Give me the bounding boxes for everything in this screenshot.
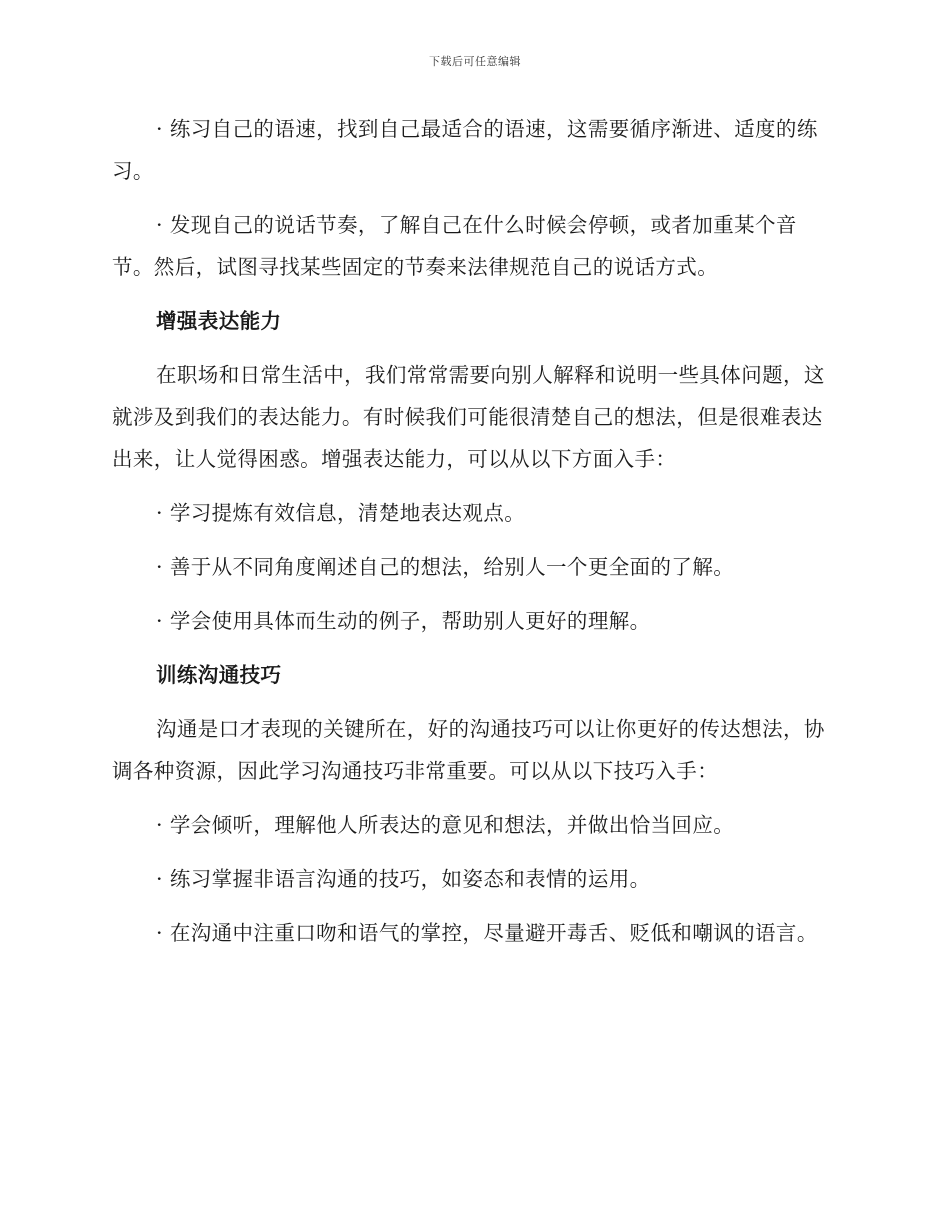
bullet-paragraph: · 在沟通中注重口吻和语气的掌控，尽量避开毒舌、贬低和嘲讽的语言。 [156, 921, 818, 945]
bullet-paragraph: · 学会使用具体而生动的例子，帮助别人更好的理解。 [156, 609, 651, 633]
bullet-paragraph: · 练习掌握非语言沟通的技巧，如姿态和表情的运用。 [156, 867, 651, 891]
body-paragraph: 在职场和日常生活中，我们常常需要向别人解释和说明一些具体问题，这就涉及到我们的表达能力。有时候我们可能很清楚自己的想法，但是很难表达出来，让人觉得困惑。增强表达能力，可以从以下方面入手： [112, 363, 825, 471]
section-heading: 增强表达能力 [156, 309, 282, 333]
section-heading: 训练沟通技巧 [156, 663, 282, 687]
body-paragraph: 沟通是口才表现的关键所在，好的沟通技巧可以让你更好的传达想法，协调各种资源，因此学习沟通技巧非常重要。可以从以下技巧入手： [112, 717, 825, 783]
bullet-paragraph: · 练习自己的语速，找到自己最适合的语速，这需要循序渐进、适度的练习。 [112, 117, 818, 183]
page-header: 下载后可任意编辑 [429, 55, 521, 68]
bullet-paragraph: · 学习提炼有效信息，清楚地表达观点。 [156, 501, 526, 525]
bullet-paragraph: · 善于从不同角度阐述自己的想法，给别人一个更全面的了解。 [156, 555, 735, 579]
document-body [112, 108, 832, 966]
bullet-paragraph: · 发现自己的说话节奏，了解自己在什么时候会停顿，或者加重某个音节。然后，试图寻找某些固定的节奏来法律规范自己的说话方式。 [112, 213, 797, 279]
bullet-paragraph: · 学会倾听，理解他人所表达的意见和想法，并做出恰当回应。 [156, 813, 735, 837]
